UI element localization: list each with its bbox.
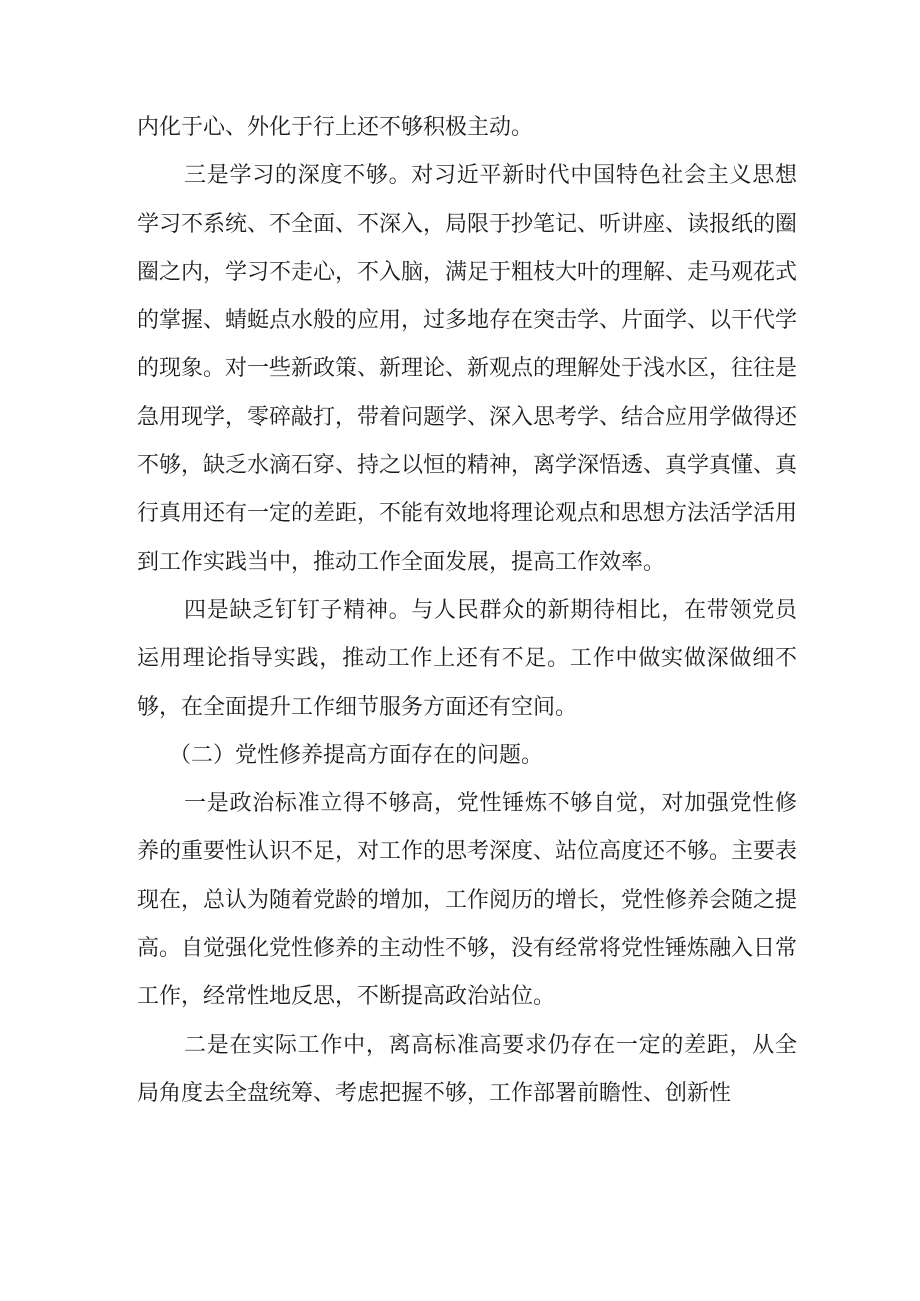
paragraph-continuation: 内化于心、外化于行上还不够积极主动。 xyxy=(137,115,534,140)
section-heading-party-spirit: （二）党性修养提高方面存在的问题。 xyxy=(169,742,544,768)
paragraph-perseverance: 四是缺乏钉钉子精神。与人民群众的新期待相比，在带领党员运用理论指导实践，推动工作上还有不足。工作中做实做深做细不够，在全面提升工作细节服务方面还有空间。 xyxy=(137,597,797,720)
paragraph-practical-work: 二是在实际工作中，离高标准高要求仍存在一定的差距，从全局角度去全盘统筹、考虑把握不够，工作部署前瞻性、创新性 xyxy=(137,1032,797,1106)
document-body xyxy=(137,104,797,1118)
paragraph-learning-depth: 三是学习的深度不够。对习近平新时代中国特色社会主义思想学习不系统、不全面、不深入，局限于抄笔记、听讲座、读报纸的圈圈之内，学习不走心，不入脑，满足于粗枝大叶的理解、走马观花式的掌握、蜻蜓点水般的应用，过多地存在突击学、片面学、以干代学的现象。对一些新政策、新理论、新观点的理解处于浅水区，往往是急用现学，零碎敲打，带着问题学、深入思考学、结合应用学做得还不够，缺乏水滴石穿、持之以恒的精神，离学深悟透、真学真懂、真行真用还有一定的差距，不能有效地将理论观点和思想方法活学活用到工作实践当中，推动工作全面发展，提高工作效率。 xyxy=(137,163,798,575)
paragraph-political-standard: 一是政治标准立得不够高，党性锤炼不够自觉，对加强党性修养的重要性认识不足，对工作的思考深度、站位高度还不够。主要表现在，总认为随着党龄的增加，工作阅历的增长，党性修养会随之提高。自觉强化党性修养的主动性不够，没有经常将党性锤炼融入日常工作，经常性地反思，不断提高政治站位。 xyxy=(137,791,798,1010)
